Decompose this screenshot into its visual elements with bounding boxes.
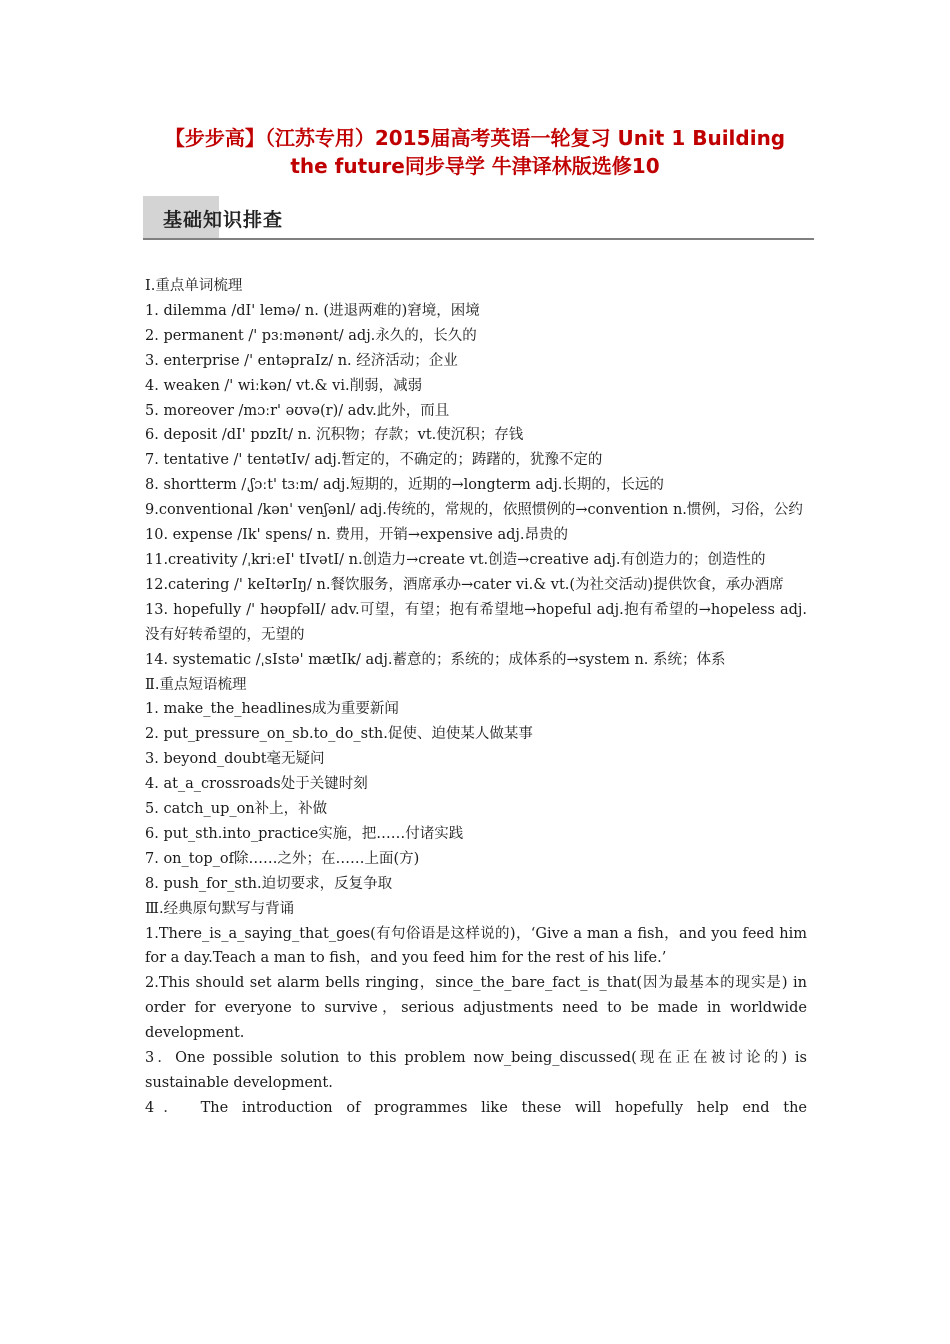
phrase-item: 6. put_sth.into_practice实施，把……付诸实践	[145, 825, 464, 842]
vocab-item: 12.catering /' keItərIŋ/ n.餐饮服务，酒席承办→cater vi.& vt.(为社交活动)提供饮食，承办酒席	[145, 576, 784, 593]
document-body	[145, 274, 807, 1121]
phrase-item: 5. catch_up_on补上，补做	[145, 801, 328, 818]
vocab-item: 6. deposit /dI' pɒzIt/ n. 沉积物；存款；vt.使沉积；存钱	[145, 427, 524, 444]
vocab-item: 13. hopefully /' həʊpfəlI/ adv.可望，有望；抱有希望地→hopeful adj.抱有希望的→hopeless adj.没有好转希望的，无望的	[145, 601, 807, 643]
vocab-item: 11.creativity /ˌkriːeI' tIvətI/ n.创造力→create vt.创造→creative adj.有创造力的；创造性的	[145, 551, 766, 568]
vocab-item: 2. permanent /' pɜːmənənt/ adj.永久的，长久的	[145, 327, 477, 344]
phrase-item: 8. push_for_sth.迫切要求，反复争取	[145, 875, 393, 892]
vocab-item: 14. systematic /ˌsIstə' mætIk/ adj.蓄意的；系统的；成体系的→system n. 系统；体系	[145, 651, 726, 668]
section-heading-vocabulary: Ⅰ.重点单词梳理	[145, 278, 243, 294]
section-heading-phrases: Ⅱ.重点短语梳理	[145, 676, 247, 693]
vocab-item: 5. moreover /mɔːr' əʊvə(r)/ adv.此外，而且	[145, 402, 450, 419]
vocab-item: 9.conventional /kən' venʃənl/ adj.传统的，常规的，依照惯例的→convention n.惯例，习俗，公约	[145, 502, 803, 519]
phrase-item: 7. on_top_of除……之外；在……上面(方)	[145, 850, 420, 867]
sentence-item: 1.There_is_a_saying_that_goes(有句俗语是这样说的)，‘Give a man a fish，and you feed him for a day.Teach a man to fish，and you feed him for the rest of his life.’	[145, 925, 807, 967]
sentence-item: 4． The introduction of programmes like these will hopefully help end the	[145, 1099, 807, 1116]
phrase-item: 3. beyond_doubt毫无疑问	[145, 751, 325, 768]
vocab-item: 10. expense /Ik' spens/ n. 费用，开销→expensive adj.昂贵的	[145, 527, 568, 544]
vocab-item: 1. dilemma /dI' lemə/ n. (进退两难的)窘境，困境	[145, 302, 480, 319]
phrase-item: 1. make_the_headlines成为重要新闻	[145, 701, 399, 718]
title-line-1: 【步步高】（江苏专用）2015届高考英语一轮复习 Unit 1 Building	[164, 126, 786, 150]
vocab-item: 8. shortterm /ˌʃɔːt' tɜːm/ adj.短期的，近期的→longterm adj.长期的，长远的	[145, 477, 664, 494]
section-banner-label: 基础知识排查	[163, 209, 284, 231]
phrase-item: 2. put_pressure_on_sb.to_do_sth.促使、迫使某人做某事	[145, 726, 533, 743]
title-line-2: the future同步导学 牛津译林版选修10	[290, 154, 660, 178]
sentence-item: 2.This should set alarm bells ringing，since_the_bare_fact_is_that(因为最基本的现实是) in order for everyone to survive，serious adjustments need to be made in worldwide development.	[145, 975, 807, 1042]
vocab-item: 3. enterprise /' entəpraIz/ n. 经济活动；企业	[145, 352, 458, 369]
section-heading-sentences: Ⅲ.经典原句默写与背诵	[145, 900, 295, 917]
document-title	[130, 124, 820, 180]
phrase-item: 4. at_a_crossroads处于关键时刻	[145, 776, 368, 793]
vocab-item: 7. tentative /' tentətIv/ adj.暂定的，不确定的；踌躇的，犹豫不定的	[145, 452, 603, 469]
section-divider	[143, 238, 814, 240]
sentence-item: 3．One possible solution to this problem now_being_discussed(现在正在被讨论的) is sustainable development.	[145, 1050, 807, 1091]
vocab-item: 4. weaken /' wiːkən/ vt.& vi.削弱，减弱	[145, 377, 423, 394]
